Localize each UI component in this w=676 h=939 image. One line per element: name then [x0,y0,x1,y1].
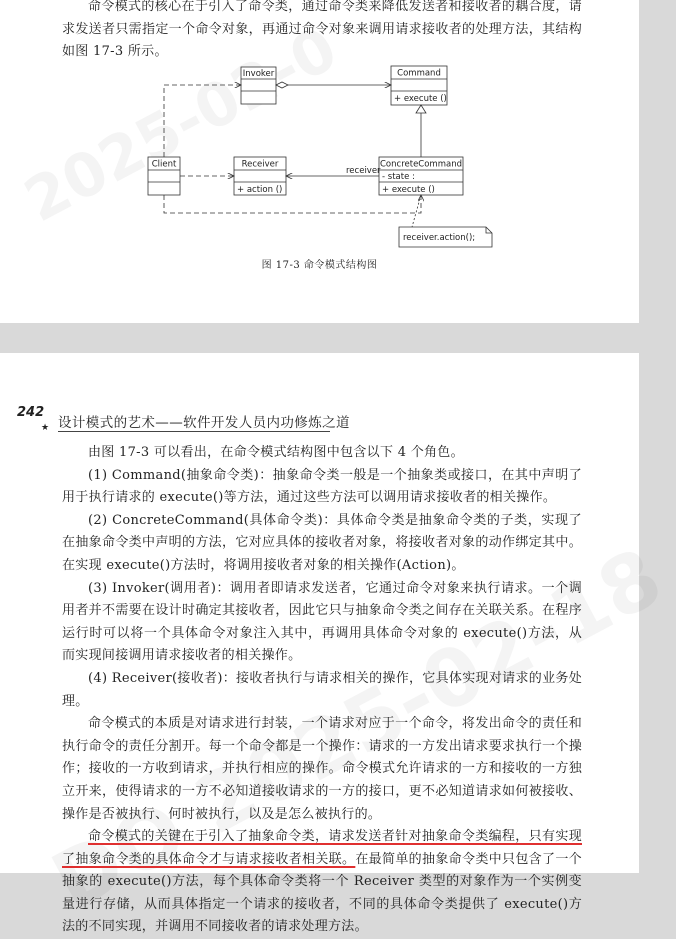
figure-caption: 图 17-3 命令模式结构图 [261,260,378,271]
client-invoker-dependency [164,85,241,157]
invoker-label: Invoker [242,69,275,79]
command-class [391,66,447,105]
client-label: Client [151,159,177,170]
paragraph: (4) Receiver(接收者)：接收者执行与请求相关的操作，它具体实现对请求的业务处理。 [62,670,582,709]
concrete-command-class [379,157,463,195]
receiver-role-label: receiver [346,166,381,176]
highlighted-sentence: 命令模式的关键在于引入了抽象命令类，请求发送者针对抽象命令类编程，只有实现了抽象命令类的具体命令才与请求接收者相关联。 [62,829,582,867]
paragraph-rest: 在最简单的抽象命令类中只包含了一个抽象的 execute()方法，每个具体命令类将一个 Receiver 类型的对象作为一个实例变量进行存储，从而具体指定一个请求的接收者，不同的具体命令类提供了 execute()方法的不同实现，并调用不同接收者的请求处理方法。 [62,851,582,935]
client-class [148,157,180,195]
note-text: receiver.action(); [403,233,476,243]
concrete-command-label: ConcreteCommand [380,159,462,170]
uml-diagram [0,0,639,323]
paragraph: (1) Command(抽象命令类)：抽象命令类一般是一个抽象类或接口，在其中声明了用于执行请求的 execute()等方法，通过这些方法可以调用请求接收者的相关操作。 [62,467,582,506]
note-box [399,227,492,247]
paragraph: (2) ConcreteCommand(具体命令类)：具体命令类是抽象命令类的子类，实现了在抽象命令类中声明的方法，它对应具体的接收者对象，将接收者对象的动作绑定其中。在实现 execute()方法时，将调用接收者对象的相关操作(Action)。 [62,512,582,573]
paragraph: 由图 17-3 可以看出，在命令模式结构图中包含以下 4 个角色。 [88,445,464,460]
concrete-attr: - state : [382,172,415,182]
page-top [0,0,639,323]
paragraph: (3) Invoker(调用者)：调用者即请求发送者，它通过命令对象来执行请求。一个调用者并不需要在设计时确定其接收者，因此它只与抽象命令类之间存在关联关系。在程序运行时可以将一个具体命令对象注入其中，再调用具体命令对象的 execute()方法，从而实现间接调用请求接收者的相关操作。 [62,580,582,664]
header-rule [58,431,330,432]
receiver-op: + action () [237,185,283,195]
page-number: 242 [17,405,45,420]
note-connector [412,195,421,227]
invoker-class [241,67,276,104]
client-concrete-dependency [164,195,421,213]
paragraph [62,826,582,939]
star-icon: ★ [41,423,50,433]
command-label: Command [397,68,441,79]
command-op: + execute () [394,94,447,104]
book-title: 设计模式的艺术——软件开发人员内功修炼之道 [58,415,350,431]
body-text [62,442,582,939]
intro-paragraph: 命令模式的核心在于引入了命令类，通过命令类来降低发送者和接收者的耦合度，请求发送者只需指定一个命令对象，再通过命令对象来调用请求接收者的处理方法，其结构如图 17-3 所示。 [62,0,582,60]
receiver-label: Receiver [241,159,279,170]
generalization-link [416,105,426,157]
concrete-op: + execute () [382,185,435,195]
aggregation-link [276,82,391,88]
page-bottom [0,353,639,935]
paragraph: 命令模式的本质是对请求进行封装，一个请求对应于一个命令，将发出命令的责任和执行命令的责任分割开。每一个命令都是一个操作：请求的一方发出请求要求执行一个操作；接收的一方收到请求，并执行相应的操作。命令模式允许请求的一方和接收的一方独立开来，使得请求的一方不必知道接收请求的一方的接口，更不必知道请求如何被接收、操作是否被执行、何时被执行，以及是怎么被执行的。 [62,716,582,822]
receiver-class [234,157,286,195]
